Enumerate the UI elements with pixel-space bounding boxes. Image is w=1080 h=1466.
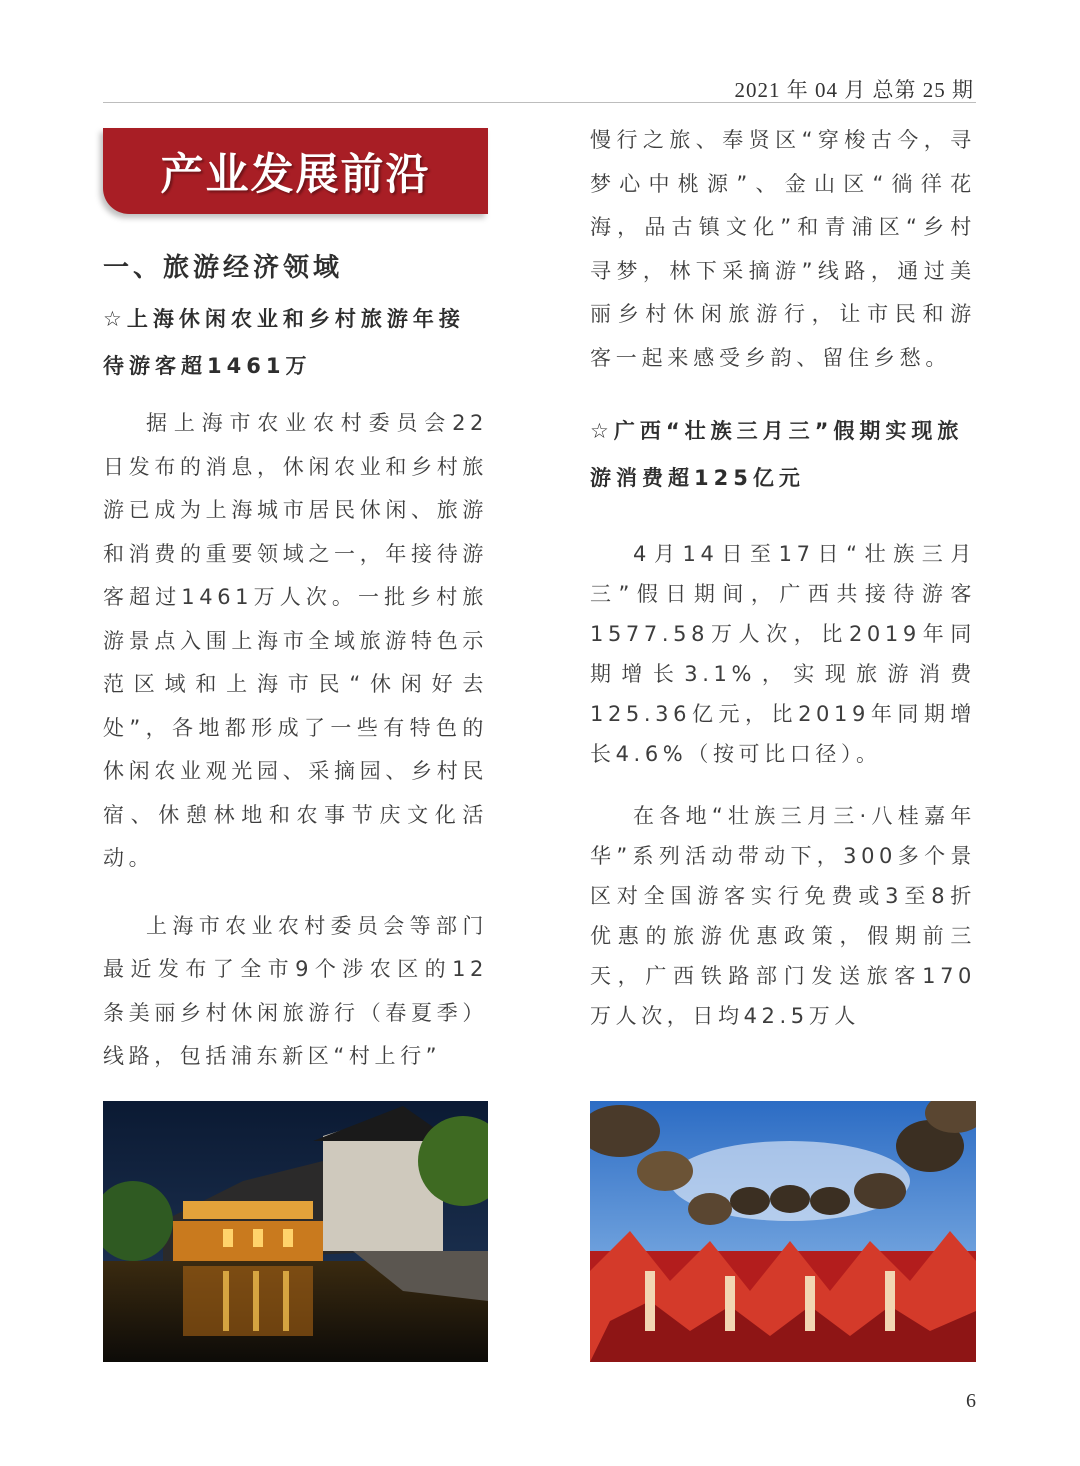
article-paragraph-continued: 慢行之旅、奉贤区“穿梭古今，寻梦心中桃源”、金山区“徜徉花海，品古镇文化”和青浦区“乡村寻梦，林下采摘游”线路，通过美丽乡村休闲旅游行，让市民和游客一起来感受乡韵、留住乡愁。 [590,128,976,370]
article-headline: ☆广西“壮族三月三”假期实现旅游消费超125亿元 [590,419,964,490]
section-banner [103,128,488,214]
article-headline: ☆上海休闲农业和乡村旅游年接待游客超1461万 [103,307,465,378]
zhuang-festival-photo [590,1101,976,1362]
issue-label: 2021 年 04 月 总第 25 期 [734,78,974,102]
banner-title: 产业发展前沿 [160,149,431,200]
right-column [590,119,976,1036]
article-paragraph: 4月14日至17日“壮族三月三”假日期间，广西共接待游客1577.58万人次，比2019年同期增长3.1%，实现旅游消费125.36亿元，比2019年同期增长4.6%（按可比口径）。 [590,542,976,766]
left-column [103,248,488,1079]
section-heading: 一、旅游经济领域 [103,253,344,283]
article-paragraph: 上海市农业农村委员会等部门最近发布了全市9个涉农区的12条美丽乡村休闲旅游行（春夏季）线路，包括浦东新区“村上行” [103,913,488,1068]
page-number: 6 [966,1390,976,1412]
water-town-night-photo [103,1101,488,1362]
article-paragraph: 据上海市农业农村委员会22日发布的消息，休闲农业和乡村旅游已成为上海城市居民休闲、旅游和消费的重要领域之一，年接待游客超过1461万人次。一批乡村旅游景点入围上海市全域旅游特色示范区域和上海市民“休闲好去处”，各地都形成了一些有特色的休闲农业观光园、采摘园、乡村民宿、休憩林地和农事节庆文化活动。 [103,411,488,870]
header-divider [103,102,976,103]
article-paragraph: 在各地“壮族三月三·八桂嘉年华”系列活动带动下，300多个景区对全国游客实行免费或3至8折优惠的旅游优惠政策，假期前三天，广西铁路部门发送旅客170万人次，日均42.5万人 [590,804,976,1028]
